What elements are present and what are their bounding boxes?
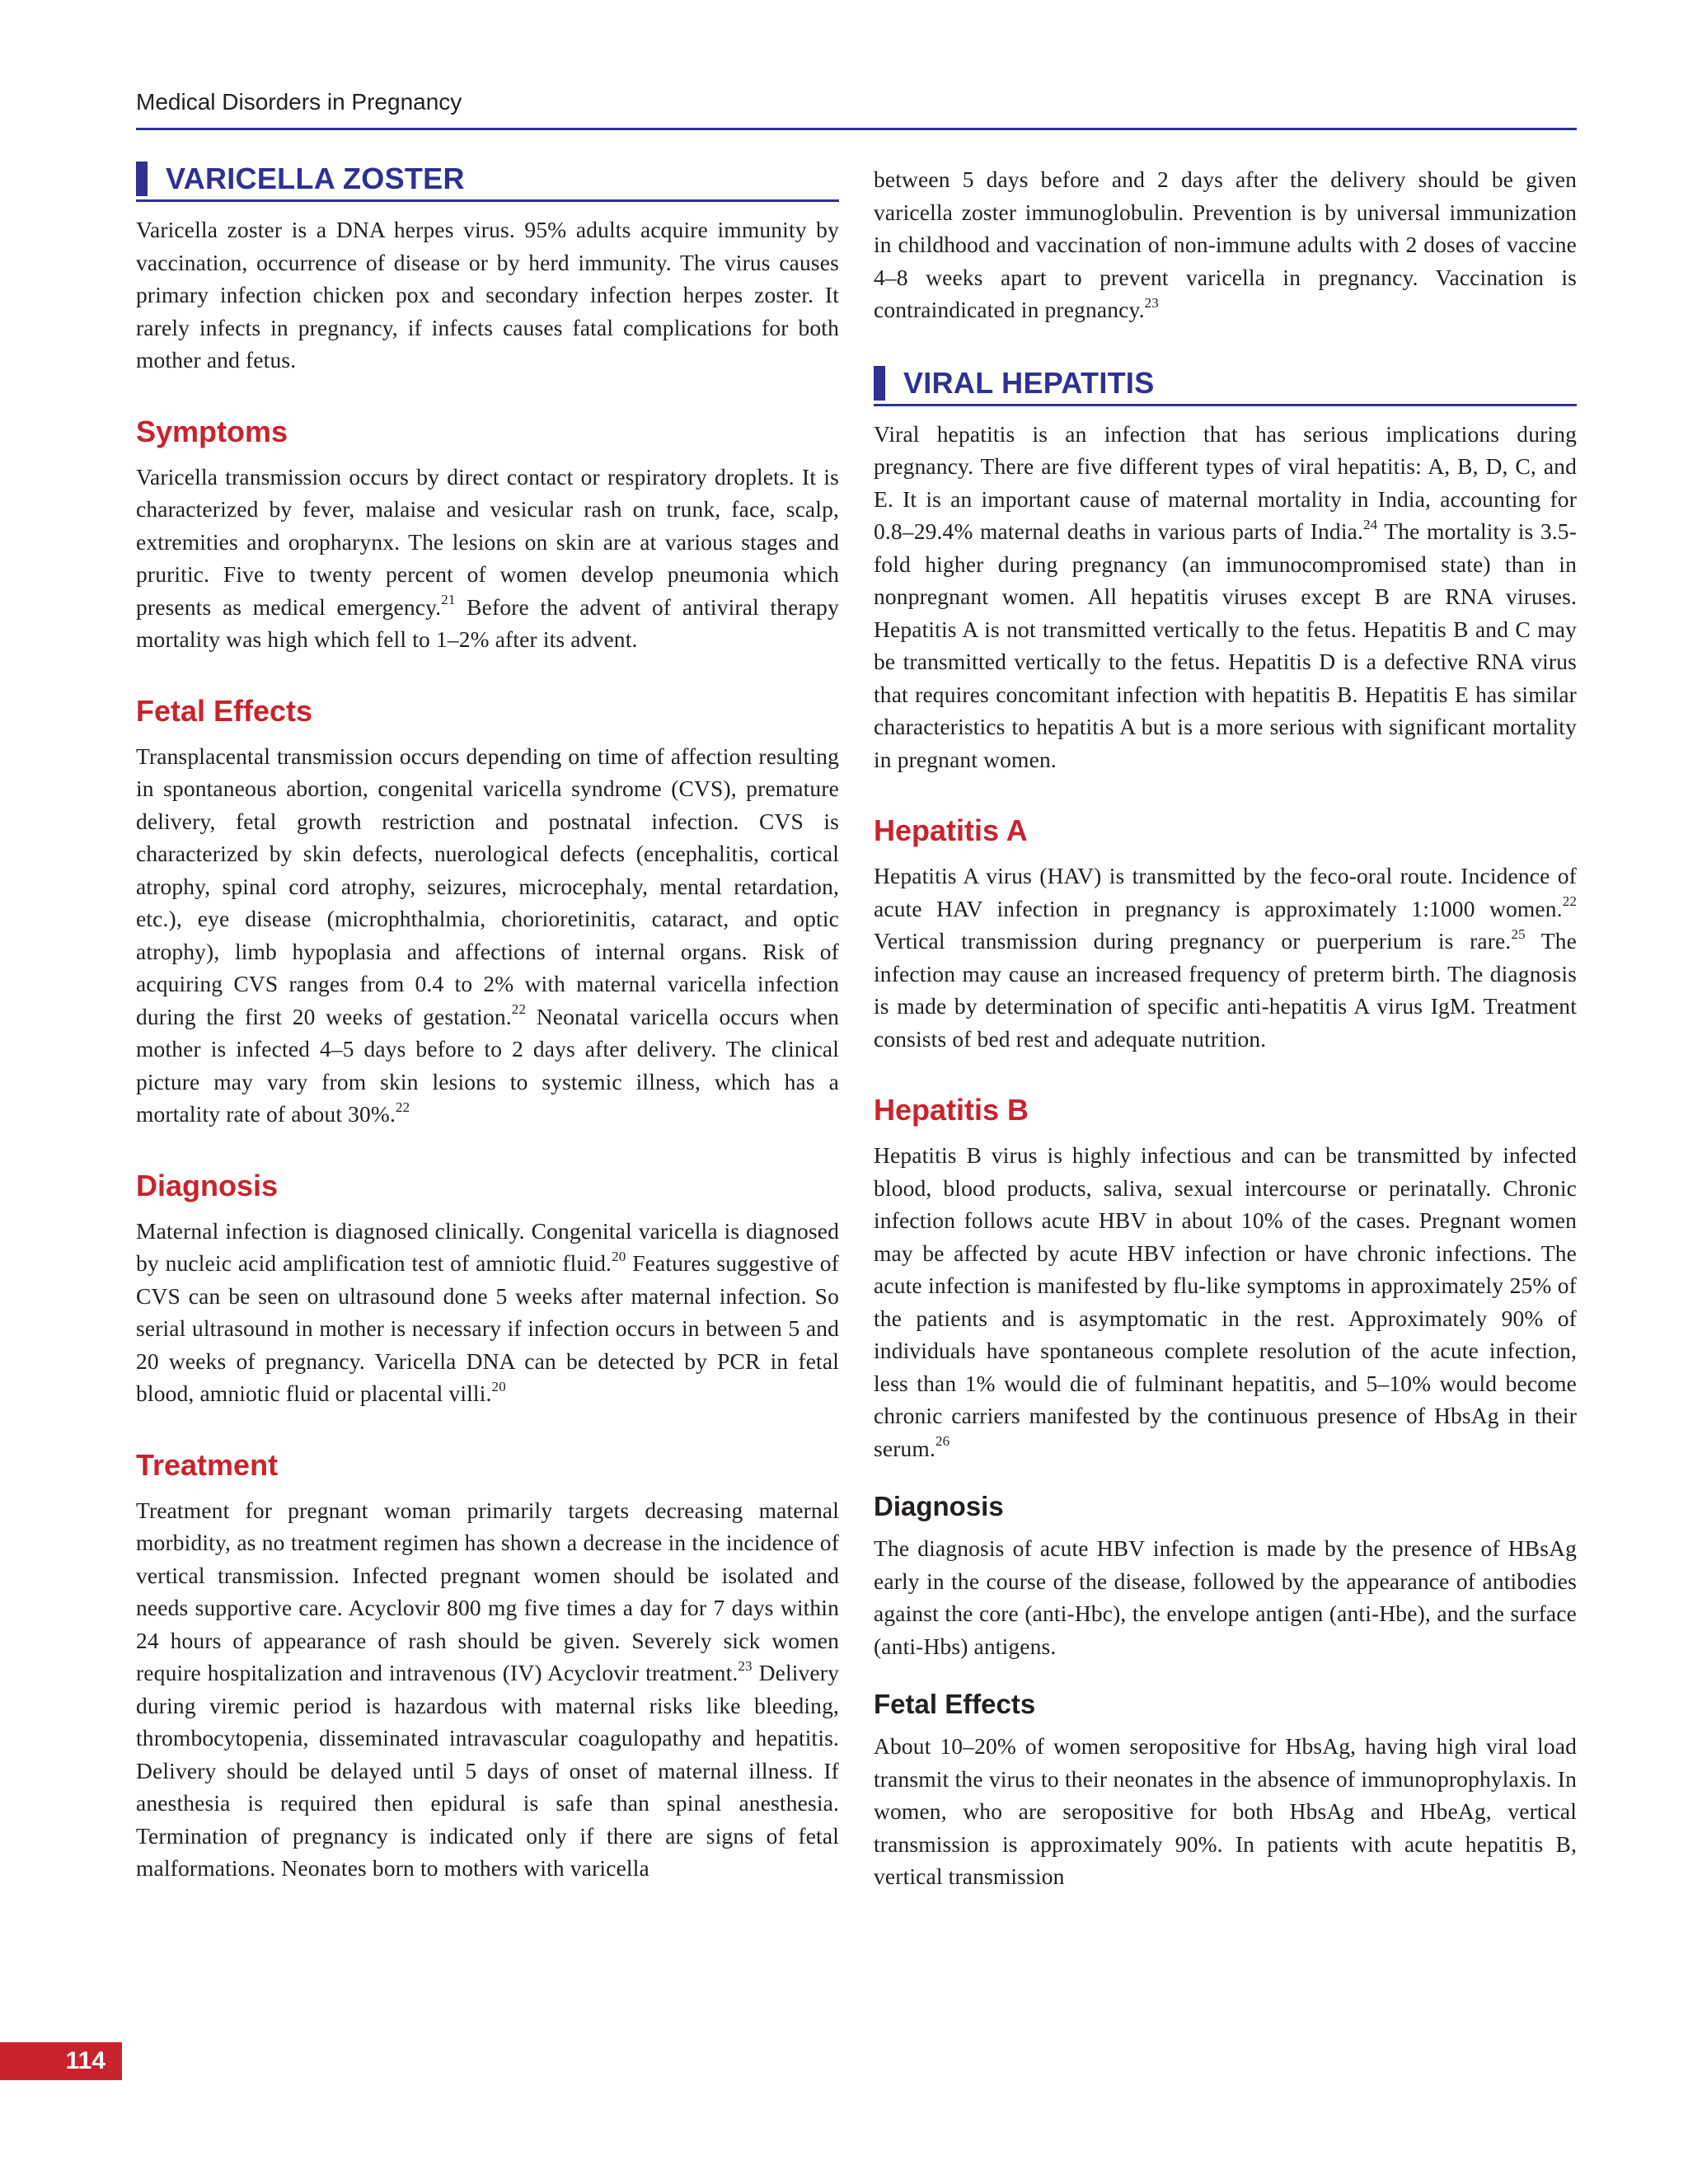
section-title: VIRAL HEPATITIS — [903, 365, 1155, 400]
subheading-hb-diagnosis: Diagnosis — [874, 1491, 1004, 1521]
citation: 25 — [1511, 926, 1526, 942]
left-column — [136, 158, 839, 1885]
subheading-diagnosis: Diagnosis — [136, 1168, 279, 1202]
citation: 21 — [441, 592, 456, 608]
paragraph: The diagnosis of acute HBV infection is made by the presence of HBsAg early in the course of the disease, followed by the appearance of antibodies against the core (anti-Hbc), the envelope antigen (anti-Hbe), and the surface (anti-Hbs) antigens. — [874, 1535, 1577, 1659]
citation: 22 — [511, 1001, 527, 1018]
text-run: Hepatitis A virus (HAV) is transmitted by the feco-oral route. Incidence of acute HAV infection in pregnancy is approximately 1:1000 women. — [874, 863, 1577, 921]
subheading-hepatitis-a: Hepatitis A — [874, 813, 1028, 847]
paragraph — [874, 860, 1577, 1055]
citation: 22 — [396, 1099, 410, 1115]
subheading-treatment: Treatment — [136, 1447, 279, 1482]
paragraph — [136, 1215, 839, 1410]
citation: 26 — [935, 1433, 950, 1450]
text-run: Hepatitis B virus is highly infectious and can be transmitted by infected blood, blood products, saliva, sexual intercourse or perinatally. Chronic infection follows acute HBV in about 10% of the cases. Pregnant women may be affected by acute HBV infection or have chronic infections. The acute infection is manifested by flu-like symptoms in approximately 25% of the patients and is asymptomatic in the rest. Approximately 90% of individuals have spontaneous complete resolution of the acute infection, less than 1% would die of fulminant hepatitis, and 5–10% would become chronic carriers manifested by the continuous presence of HbsAg in their serum. — [874, 1142, 1577, 1461]
citation: 20 — [612, 1248, 626, 1264]
right-column — [874, 163, 1577, 1893]
paragraph — [136, 461, 839, 656]
text-run: Varicella transmission occurs by direct contact or respiratory droplets. It is characterized by fever, malaise and vesicular rash on trunk, face, scalp, extremities and oropharynx. The lesions on skin are at various stages and pruritic. Five to twenty percent of women develop pneumonia which presents as medical emergency. — [136, 463, 839, 620]
section-heading-varicella — [136, 158, 839, 202]
text-run: Features suggestive of CVS can be seen on ultrasound done 5 weeks after maternal infection. So serial ultrasound in mother is necessary if infection occurs in between 5 and 20 weeks of pregnancy. Varicella DNA can be detected by PCR in fetal blood, amniotic fluid or placental villi. — [136, 1250, 839, 1406]
paragraph — [874, 163, 1577, 326]
subheading-hb-fetal-effects: Fetal Effects — [874, 1689, 1036, 1719]
subheading-symptoms: Symptoms — [136, 414, 288, 448]
text-run: Neonatal varicella occurs when mother is infected 4–5 days before to 2 days after delivery. The clinical picture may vary from skin lesions to systemic illness, which has a mortality rate of about 30%. — [136, 1003, 839, 1127]
citation: 23 — [738, 1657, 753, 1674]
paragraph: Varicella zoster is a DNA herpes virus. 95% adults acquire immunity by vaccination, occurrence of disease or by herd immunity. The virus causes primary infection chicken pox and secondary infection herpes zoster. It rarely infects in pregnancy, if infects causes fatal complications for both mother and fetus. — [136, 217, 839, 373]
paragraph — [136, 740, 839, 1131]
text-run: Treatment for pregnant woman primarily targets decreasing maternal morbidity, as no treatment regimen has shown a decrease in the incidence of vertical transmission. Infected pregnant women should be isolated and needs supportive care. Acyclovir 800 mg five times a day for 7 days within 24 hours of appearance of rash should be given. Severely sick women require hospitalization and intravenous (IV) Acyclovir treatment. — [136, 1497, 839, 1685]
text-run: Viral hepatitis is an infection that has serious implications during pregnancy. There are five different types of viral hepatitis: A, B, D, C, and E. It is an important cause of maternal mortality in India, accounting for 0.8–29.4% maternal deaths in various parts of India. — [874, 420, 1577, 544]
text-run: The mortality is 3.5-fold higher during pregnancy (an immunocompromised state) than in nonpregnant women. All hepatitis viruses except B are RNA viruses. Hepatitis A is not transmitted vertically to the fetus. Hepatitis B and C may be transmitted vertically to the fetus. Hepatitis D is a defective RNA virus that requires concomitant infection with hepatitis B. Hepatitis E has similar characteristics to hepatitis A but is a more serious with significant mortality in pregnant women. — [874, 518, 1578, 772]
header-rule — [136, 128, 1577, 130]
citation: 23 — [1144, 294, 1159, 311]
paragraph — [136, 1494, 839, 1885]
section-marker — [874, 366, 885, 401]
page-number: 114 — [0, 2042, 122, 2080]
text-run: Vertical transmission during pregnancy or puerperium is rare. — [874, 928, 1512, 954]
text-run: Transplacental transmission occurs depending on time of affection resulting in spontaneous abortion, congenital varicella syndrome (CVS), premature delivery, fetal growth restriction and postnatal infection. CVS is characterized by skin defects, nuerological defects (encephalitis, cortical atrophy, spinal cord atrophy, seizures, microcephaly, mental retardation, etc.), eye disease (microphthalmia, chorioretinitis, cataract, and optic atrophy), limb hypoplasia and affections of internal organs. Risk of acquiring CVS ranges from 0.4 to 2% with maternal varicella infection during the first 20 weeks of gestation. — [136, 743, 839, 1029]
paragraph — [874, 1139, 1577, 1465]
running-head: Medical Disorders in Pregnancy — [136, 89, 462, 115]
section-marker — [136, 162, 148, 196]
section-heading-viral-hepatitis — [874, 363, 1577, 406]
subheading-hepatitis-b: Hepatitis B — [874, 1093, 1029, 1127]
text-run: Before the advent of antiviral therapy mortality was high which fell to 1–2% after its advent. — [136, 593, 839, 652]
text-run: The infection may cause an increased frequency of preterm birth. The diagnosis is made by determination of specific anti-hepatitis A virus IgM. Treatment consists of bed rest and adequate nutrition. — [874, 928, 1578, 1052]
citation: 20 — [491, 1378, 506, 1394]
paragraph — [874, 418, 1577, 776]
subheading-fetal-effects: Fetal Effects — [136, 693, 313, 728]
section-title: VARICELLA ZOSTER — [166, 162, 465, 195]
text-run: Maternal infection is diagnosed clinically. Congenital varicella is diagnosed by nucleic acid amplification test of amniotic fluid. — [136, 1217, 839, 1276]
citation: 24 — [1363, 516, 1378, 532]
text-run: between 5 days before and 2 days after the delivery should be given varicella zoster immunoglobulin. Prevention is by universal immunization in childhood and vaccination of non-immune adults with 2 doses of vaccine 4–8 weeks apart to prevent varicella in pregnancy. Vaccination is contraindicated in pregnancy. — [874, 166, 1577, 322]
paragraph: About 10–20% of women seropositive for HbsAg, having high viral load transmit the virus to their neonates in the absence of immunoprophylaxis. In women, who are seropositive for both HbsAg and HbeAg, vertical transmission is approximately 90%. In patients with acute hepatitis B, vertical transmission — [874, 1733, 1577, 1889]
text-run: Delivery during viremic period is hazardous with maternal risks like bleeding, thrombocytopenia, disseminated intravascular coagulopathy and hepatitis. Delivery should be delayed until 5 days of onset of maternal illness. If anesthesia is required then epidural is safe than spinal anesthesia. Termination of pregnancy is indicated only if there are signs of fetal malformations. Neonates born to mothers with varicella — [136, 1660, 839, 1881]
citation: 22 — [1562, 893, 1577, 910]
